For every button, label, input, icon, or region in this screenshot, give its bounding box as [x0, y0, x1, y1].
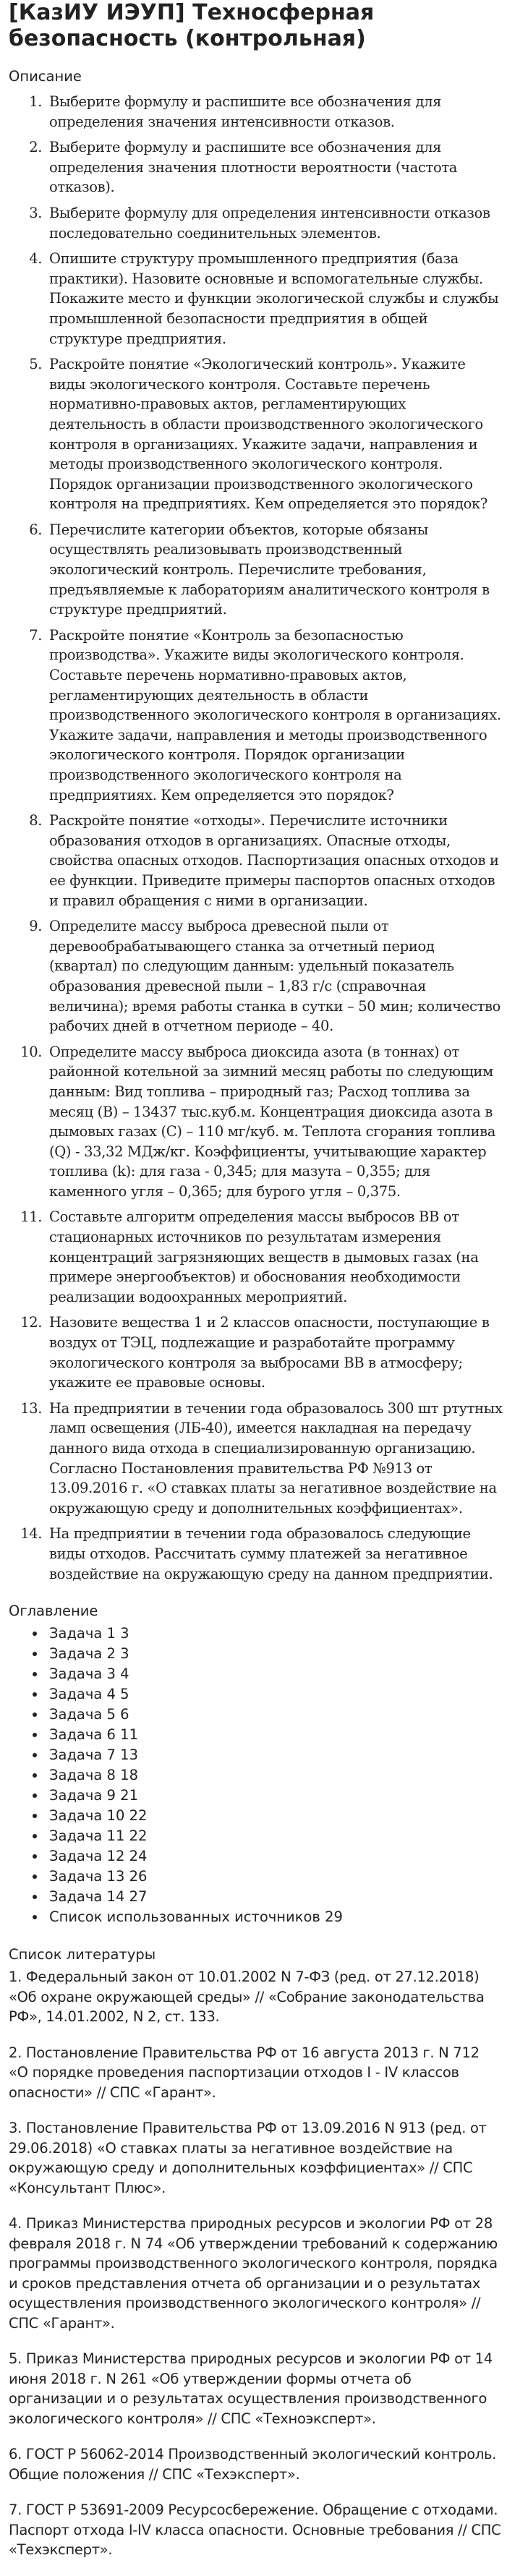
- toc-item: • Задача 10 22: [46, 1806, 503, 1826]
- references-list: [9, 1967, 503, 2560]
- table-of-contents: [9, 1624, 503, 1927]
- toc-item: • Задача 4 5: [46, 1684, 503, 1705]
- task-item: 9. Определите массу выброса древесной пыли от деревообрабатывающего станка за отчетный период (квартал) по следующим данным: удельный показатель образования древесной пыли – 1,83 г/с (справочная величина); время работы станка в сутки – 50 мин; количество рабочих дней в отчетном периоде – 40.: [46, 916, 503, 1036]
- task-item: 3. Выберите формулу для определения интенсивности отказов последовательно соединительных элементов.: [46, 203, 503, 243]
- toc-item: • Задача 5 6: [46, 1705, 503, 1725]
- toc-item: • Задача 1 3: [46, 1624, 503, 1644]
- task-item: 14. На предприятии в течении года образовалось следующие виды отходов. Рассчитать сумму платежей за негативное воздействие на окружающую среду на данном предприятии.: [46, 1524, 503, 1584]
- task-item: 1. Выберите формулу и распишите все обозначения для определения значения интенсивности отказов.: [46, 92, 503, 132]
- toc-item: • Задача 3 4: [46, 1664, 503, 1684]
- task-item: 7. Раскройте понятие «Контроль за безопасностью производства». Укажите виды экологического контроля. Составьте перечень нормативно-правовых актов, регламентирующих деятельность в области производственного экологического контроля в организациях. Укажите задачи, направления и методы производственного экологического контроля. Порядок организации производственного экологического контроля на предприятиях. Кем определяется это порядок?: [46, 626, 503, 805]
- task-item: 11. Составьте алгоритм определения массы выбросов ВВ от стационарных источников по результатам измерения концентраций загрязняющих веществ в дымовых газах (на примере энергообъектов) и обоснования необходимости реализации водоохранных мероприятий.: [46, 1207, 503, 1307]
- task-item: 5. Раскройте понятие «Экологический контроль». Укажите виды экологического контроля. Составьте перечень нормативно-правовых актов, регламентирующих деятельность в области производственного экологического контроля в организациях. Укажите задачи, направления и методы производственного экологического контроля. Порядок организации производственного экологического контроля на предприятиях. Кем определяется это порядок?: [46, 354, 503, 514]
- reference-item: 7. ГОСТ Р 53691-2009 Ресурсосбережение. Обращение с отходами. Паспорт отхода I-IV класса опасности. Основные требования // СПС «Техэксперт».: [9, 2502, 501, 2559]
- toc-item: • Задача 2 3: [46, 1644, 503, 1664]
- task-item: 8. Раскройте понятие «отходы». Перечислите источники образования отходов в организациях. Опасные отходы, свойства опасных отходов. Паспортизация опасных отходов и ее функции. Приведите примеры паспортов опасных отходов и правил обращения с ними в организации.: [46, 811, 503, 910]
- toc-item: • Задача 11 22: [46, 1826, 503, 1846]
- toc-item: • Задача 9 21: [46, 1786, 503, 1806]
- toc-item: • Задача 8 18: [46, 1765, 503, 1786]
- references-heading: Список литературы: [9, 1946, 156, 1963]
- task-item: 2. Выберите формулу и распишите все обозначения для определения значения плотности вероятности (частота отказов).: [46, 137, 503, 197]
- task-item: 6. Перечислите категории объектов, которые обязаны осуществлять реализовывать производственный экологический контроль. Перечислите требования, предъявляемые к лабораториям аналитического контроля в структуре предприятий.: [46, 520, 503, 620]
- description-heading: Описание: [9, 68, 82, 85]
- toc-item: • Задача 13 26: [46, 1867, 503, 1887]
- toc-item: • Задача 14 27: [46, 1887, 503, 1907]
- task-list: [9, 92, 503, 1584]
- reference-item: 2. Постановление Правительства РФ от 16 августа 2013 г. N 712 «О порядке проведения паспортизации отходов I - IV классов опасности» // СПС «Гарант».: [9, 2044, 480, 2101]
- toc-heading: Оглавление: [9, 1603, 98, 1620]
- reference-item: 6. ГОСТ Р 56062-2014 Производственный экологический контроль. Общие положения // СПС «Техэксперт».: [9, 2446, 497, 2483]
- reference-item: 1. Федеральный закон от 10.01.2002 N 7-ФЗ (ред. от 27.12.2018) «Об охране окружающей среды» // «Собрание законодательства РФ», 14.01.2002, N 2, ст. 133.: [9, 1969, 485, 2026]
- task-item: 13. На предприятии в течении года образовалось 300 шт ртутных ламп освещения (ЛБ-40), имеется накладная на передачу данного вида отхода в специализированную организацию. Согласно Постановления правительства РФ №913 от 13.09.2016 г. «О ставках платы за негативное воздействие на окружающую среду и дополнительных коэффициентах».: [46, 1399, 503, 1519]
- task-item: 4. Опишите структуру промышленного предприятия (база практики). Назовите основные и вспомогательные службы. Покажите место и функции экологической службы и службы промышленной безопасности предприятия в общей структуре предприятия.: [46, 249, 503, 349]
- task-item: 12. Назовите вещества 1 и 2 классов опасности, поступающие в воздух от ТЭЦ, подлежащие и разработайте программу экологического контроля за выбросами ВВ в атмосферу; укажите ее правовые основы.: [46, 1313, 503, 1392]
- toc-item: • Задача 12 24: [46, 1846, 503, 1867]
- page-title: [КазИУ ИЭУП] Техносферная безопасность (контрольная): [9, 0, 375, 51]
- reference-item: 5. Приказ Министерства природных ресурсов и экологии РФ от 14 июня 2018 г. N 261 «Об утверждении формы отчета об организации и о результатах осуществления производственного экологического контроля» // СПС «Техноэксперт».: [9, 2350, 493, 2427]
- reference-item: 3. Постановление Правительства РФ от 13.09.2016 N 913 (ред. от 29.06.2018) «О ставках платы за негативное воздействие на окружающую среду и дополнительных коэффициентах» // СПС «Консультант Плюс».: [9, 2120, 487, 2196]
- toc-item: • Список использованных источников 29: [46, 1907, 503, 1927]
- toc-item: • Задача 7 13: [46, 1745, 503, 1765]
- task-item: 10. Определите массу выброса диоксида азота (в тоннах) от районной котельной за зимний месяц работы по следующим данным: Вид топлива – природный газ; Расход топлива за месяц (В) – 13437 тыс.куб.м. Концентрация диоксида азота в дымовых газах (С) – 110 мг/куб. м. Теплота сгорания топлива (Q) - 33,32 МДж/кг. Коэффициенты, учитывающие характер топлива (k): для газа - 0,345; для мазута – 0,355; для каменного угля – 0,365; для бурого угля – 0,375.: [46, 1042, 503, 1202]
- reference-item: 4. Приказ Министерства природных ресурсов и экологии РФ от 28 февраля 2018 г. N 74 «Об утверждении требований к содержанию программы производственного экологического контроля, порядка и сроков представления отчета об организации и о результатах осуществления производственного экологического контроля» // СПС «Гарант».: [9, 2215, 498, 2332]
- toc-item: • Задача 6 11: [46, 1725, 503, 1745]
